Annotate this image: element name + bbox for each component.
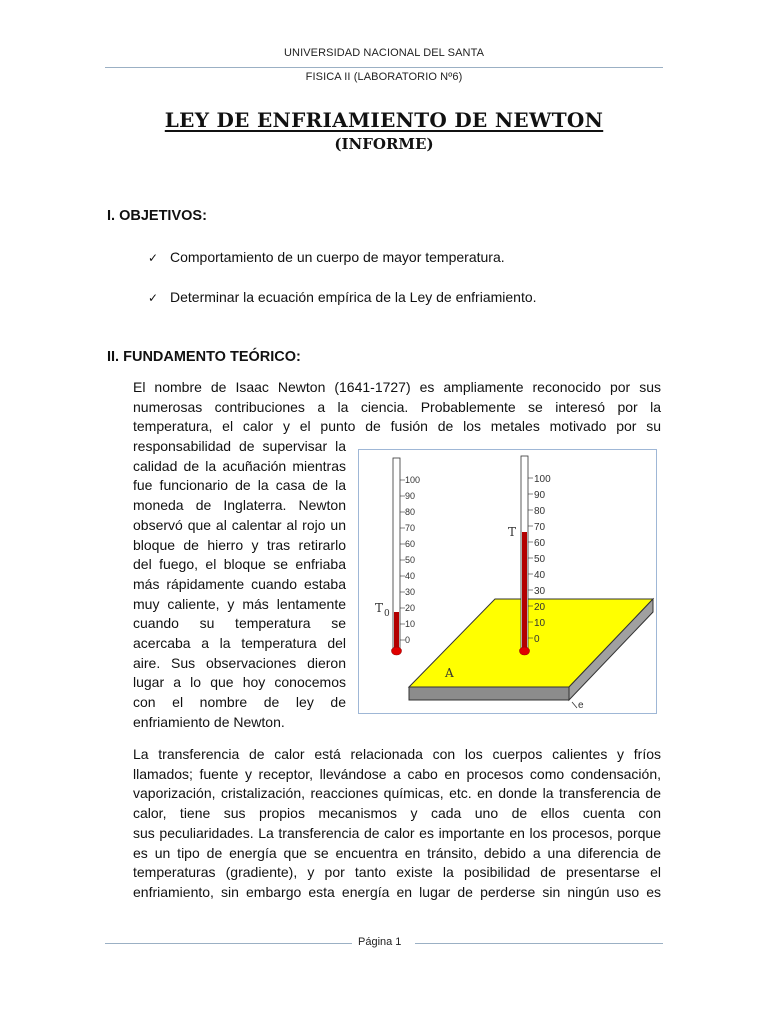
text-line: llamados; fuente y receptor, llevándose a cabo en procesos como condensación,	[133, 765, 661, 782]
text-line: acercaba a la temperatura del	[133, 635, 346, 652]
thermometer-left-icon	[375, 458, 420, 655]
newton-cooling-figure	[358, 449, 657, 714]
text-line: es un tipo de energía que se encuentra en tránsito, debido a una diferencia de	[133, 844, 661, 861]
text-line: fue funcionario de la casa de la	[133, 477, 346, 494]
svg-text:T: T	[375, 601, 384, 615]
header-divider	[105, 67, 663, 68]
svg-text:70: 70	[534, 522, 546, 533]
svg-text:90: 90	[534, 490, 546, 501]
document-title	[0, 108, 768, 132]
text-line: enfriamiento de Newton.	[133, 713, 285, 730]
svg-text:e: e	[578, 700, 584, 711]
section-heading-objetivos: I. OBJETIVOS:	[107, 208, 207, 224]
svg-text:30: 30	[405, 587, 416, 597]
text-line: aire. Sus observaciones dieron	[133, 654, 346, 671]
text-line: temperatura, el calor y el punto de fusión de los metales motivado por su	[133, 418, 661, 435]
document-title-text: LEY DE ENFRIAMIENTO DE NEWTON	[164, 108, 604, 132]
thermometers-plate-illustration	[359, 450, 656, 713]
objective-text: Determinar la ecuación empírica de la Ley de enfriamiento.	[170, 289, 537, 305]
objective-item	[148, 289, 537, 305]
header-course: FISICA II (LABORATORIO Nº6)	[305, 71, 463, 83]
text-line: calor, tiene sus propios mecanismos y cada uno de ellos cuenta con	[133, 805, 661, 822]
text-line: La transferencia de calor está relacionada con los cuerpos calientes y fríos	[133, 746, 661, 762]
document-subtitle: (INFORME)	[334, 135, 434, 153]
svg-text:50: 50	[405, 555, 416, 565]
text-line: más rápidamente cuando estaba	[133, 575, 346, 592]
text-line: bloque de hierro y tras retirarlo	[133, 536, 346, 553]
svg-text:50: 50	[534, 554, 546, 565]
text-line: con el nombre de ley de	[133, 694, 346, 711]
footer-divider-right	[415, 943, 663, 944]
header-university: UNIVERSIDAD NACIONAL DEL SANTA	[283, 47, 485, 59]
svg-text:0: 0	[534, 634, 540, 645]
svg-text:40: 40	[534, 570, 546, 581]
text-line: sus peculiaridades. La transferencia de calor es importante en los procesos, porque	[133, 824, 661, 841]
text-line: calidad de la acuñación mientras	[133, 457, 346, 474]
svg-text:60: 60	[534, 538, 546, 549]
svg-text:100: 100	[534, 474, 551, 485]
svg-text:30: 30	[534, 586, 546, 597]
svg-text:80: 80	[534, 506, 546, 517]
footer-divider-left	[105, 943, 352, 944]
text-line: cuando su temperatura se	[133, 615, 346, 632]
svg-text:80: 80	[405, 507, 416, 517]
checkmark-icon: ✓	[148, 291, 159, 305]
paragraph-wrapped	[133, 437, 346, 733]
svg-text:70: 70	[405, 523, 416, 533]
svg-text:40: 40	[405, 571, 416, 581]
paragraph-intro	[133, 378, 661, 437]
text-line: numerosas contribuciones a la ciencia. Probablemente se interesó por la	[133, 398, 661, 415]
text-line: lugar a lo que hoy conocemos	[133, 674, 346, 691]
svg-text:60: 60	[405, 539, 416, 549]
svg-text:20: 20	[405, 603, 416, 613]
text-line: del fuego, el bloque se enfriaba	[133, 556, 346, 573]
page-number: Página 1	[358, 936, 402, 948]
svg-text:0: 0	[384, 609, 390, 619]
text-line: moneda de Inglaterra. Newton	[133, 497, 346, 514]
svg-text:0: 0	[405, 635, 411, 645]
svg-text:90: 90	[405, 491, 416, 501]
svg-text:100: 100	[405, 475, 421, 485]
text-line: responsabilidad de supervisar la	[133, 438, 346, 454]
text-line: observó que al calentar al rojo un	[133, 516, 346, 533]
svg-text:A: A	[445, 666, 454, 680]
objective-text: Comportamiento de un cuerpo de mayor temperatura.	[170, 249, 505, 265]
paragraph-heat-transfer	[133, 745, 661, 903]
text-line: muy caliente, y más lentamente	[133, 595, 346, 612]
svg-text:T: T	[508, 525, 517, 539]
text-line: vaporización, cristalización, reacciones químicas, etc. en donde la transferencia de	[133, 785, 661, 802]
section-heading-fundamento: II. FUNDAMENTO TEÓRICO:	[107, 349, 301, 365]
text-line: enfriamiento, sin embargo esta energía en lugar de perderse sin ningún uso es	[133, 883, 661, 900]
objective-item	[148, 249, 505, 265]
text-line: El nombre de Isaac Newton (1641-1727) es ampliamente reconocido por sus	[133, 379, 661, 395]
text-line: temperaturas (gradiente), y por tanto existe la posibilidad de presentarse el	[133, 864, 661, 881]
plate-icon	[409, 599, 653, 708]
svg-text:10: 10	[405, 619, 416, 629]
checkmark-icon: ✓	[148, 251, 159, 265]
svg-text:10: 10	[534, 618, 546, 629]
svg-text:20: 20	[534, 602, 546, 613]
